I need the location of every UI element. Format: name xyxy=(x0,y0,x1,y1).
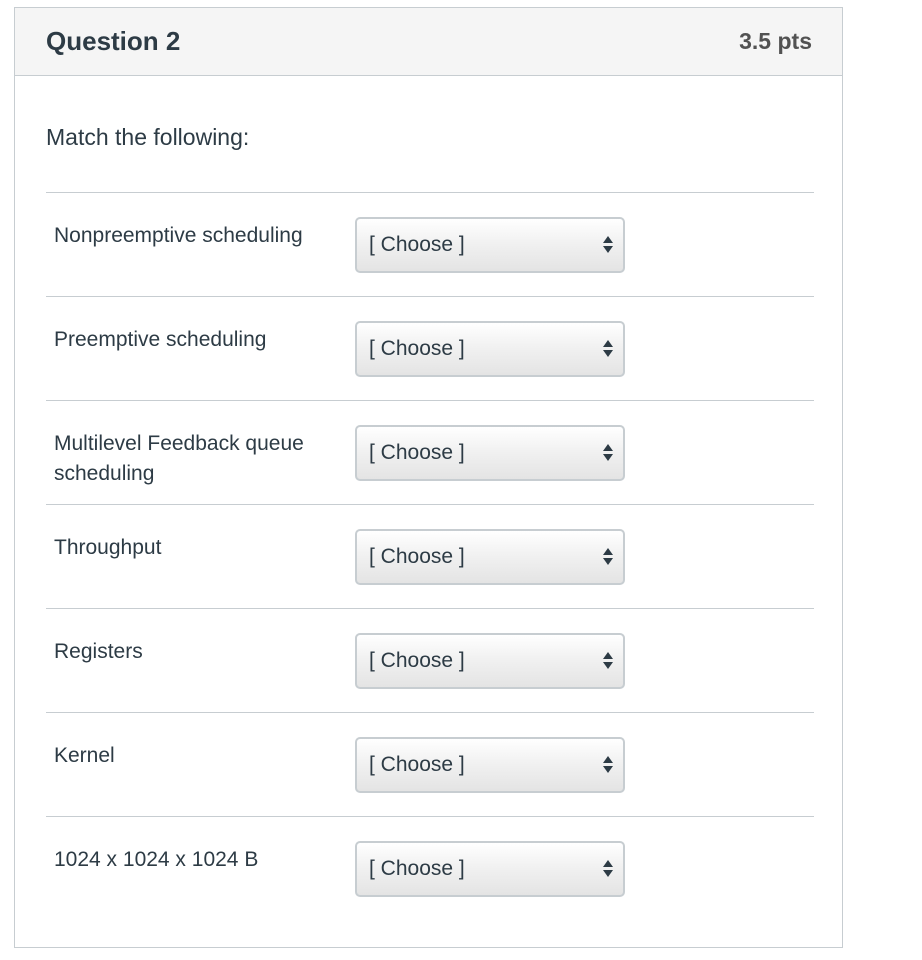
select-arrows-icon xyxy=(603,339,613,359)
match-row xyxy=(46,816,814,920)
match-row xyxy=(46,296,814,400)
question-header xyxy=(15,8,842,76)
select-arrows-icon xyxy=(603,651,613,671)
match-row xyxy=(46,192,814,296)
match-label: Nonpreemptive scheduling xyxy=(54,224,303,247)
match-select[interactable] xyxy=(355,321,625,377)
match-select[interactable] xyxy=(355,425,625,481)
question-title: Question 2 xyxy=(46,26,181,56)
match-label: Multilevel Feedback queue scheduling xyxy=(54,432,304,485)
select-arrows-icon xyxy=(603,443,613,463)
match-select[interactable] xyxy=(355,737,625,793)
match-select[interactable] xyxy=(355,217,625,273)
select-value: [ Choose ] xyxy=(369,753,465,776)
select-arrows-icon xyxy=(603,235,613,255)
match-row xyxy=(46,608,814,712)
match-select[interactable] xyxy=(355,633,625,689)
match-select[interactable] xyxy=(355,841,625,897)
select-value: [ Choose ] xyxy=(369,649,465,672)
select-value: [ Choose ] xyxy=(369,337,465,360)
match-label: Throughput xyxy=(54,536,162,559)
select-value: [ Choose ] xyxy=(369,233,465,256)
match-row xyxy=(46,504,814,608)
select-value: [ Choose ] xyxy=(369,857,465,880)
question-points: 3.5 pts xyxy=(739,28,812,54)
match-row xyxy=(46,400,814,504)
select-arrows-icon xyxy=(603,859,613,879)
match-label: 1024 x 1024 x 1024 B xyxy=(54,848,259,871)
select-value: [ Choose ] xyxy=(369,441,465,464)
select-arrows-icon xyxy=(603,755,613,775)
match-select[interactable] xyxy=(355,529,625,585)
match-list xyxy=(46,192,814,920)
question-card xyxy=(14,7,843,948)
select-arrows-icon xyxy=(603,547,613,567)
question-text: Match the following: xyxy=(46,124,250,150)
match-label: Preemptive scheduling xyxy=(54,328,267,351)
match-label: Registers xyxy=(54,640,143,663)
match-label: Kernel xyxy=(54,744,115,767)
select-value: [ Choose ] xyxy=(369,545,465,568)
match-row xyxy=(46,712,814,816)
